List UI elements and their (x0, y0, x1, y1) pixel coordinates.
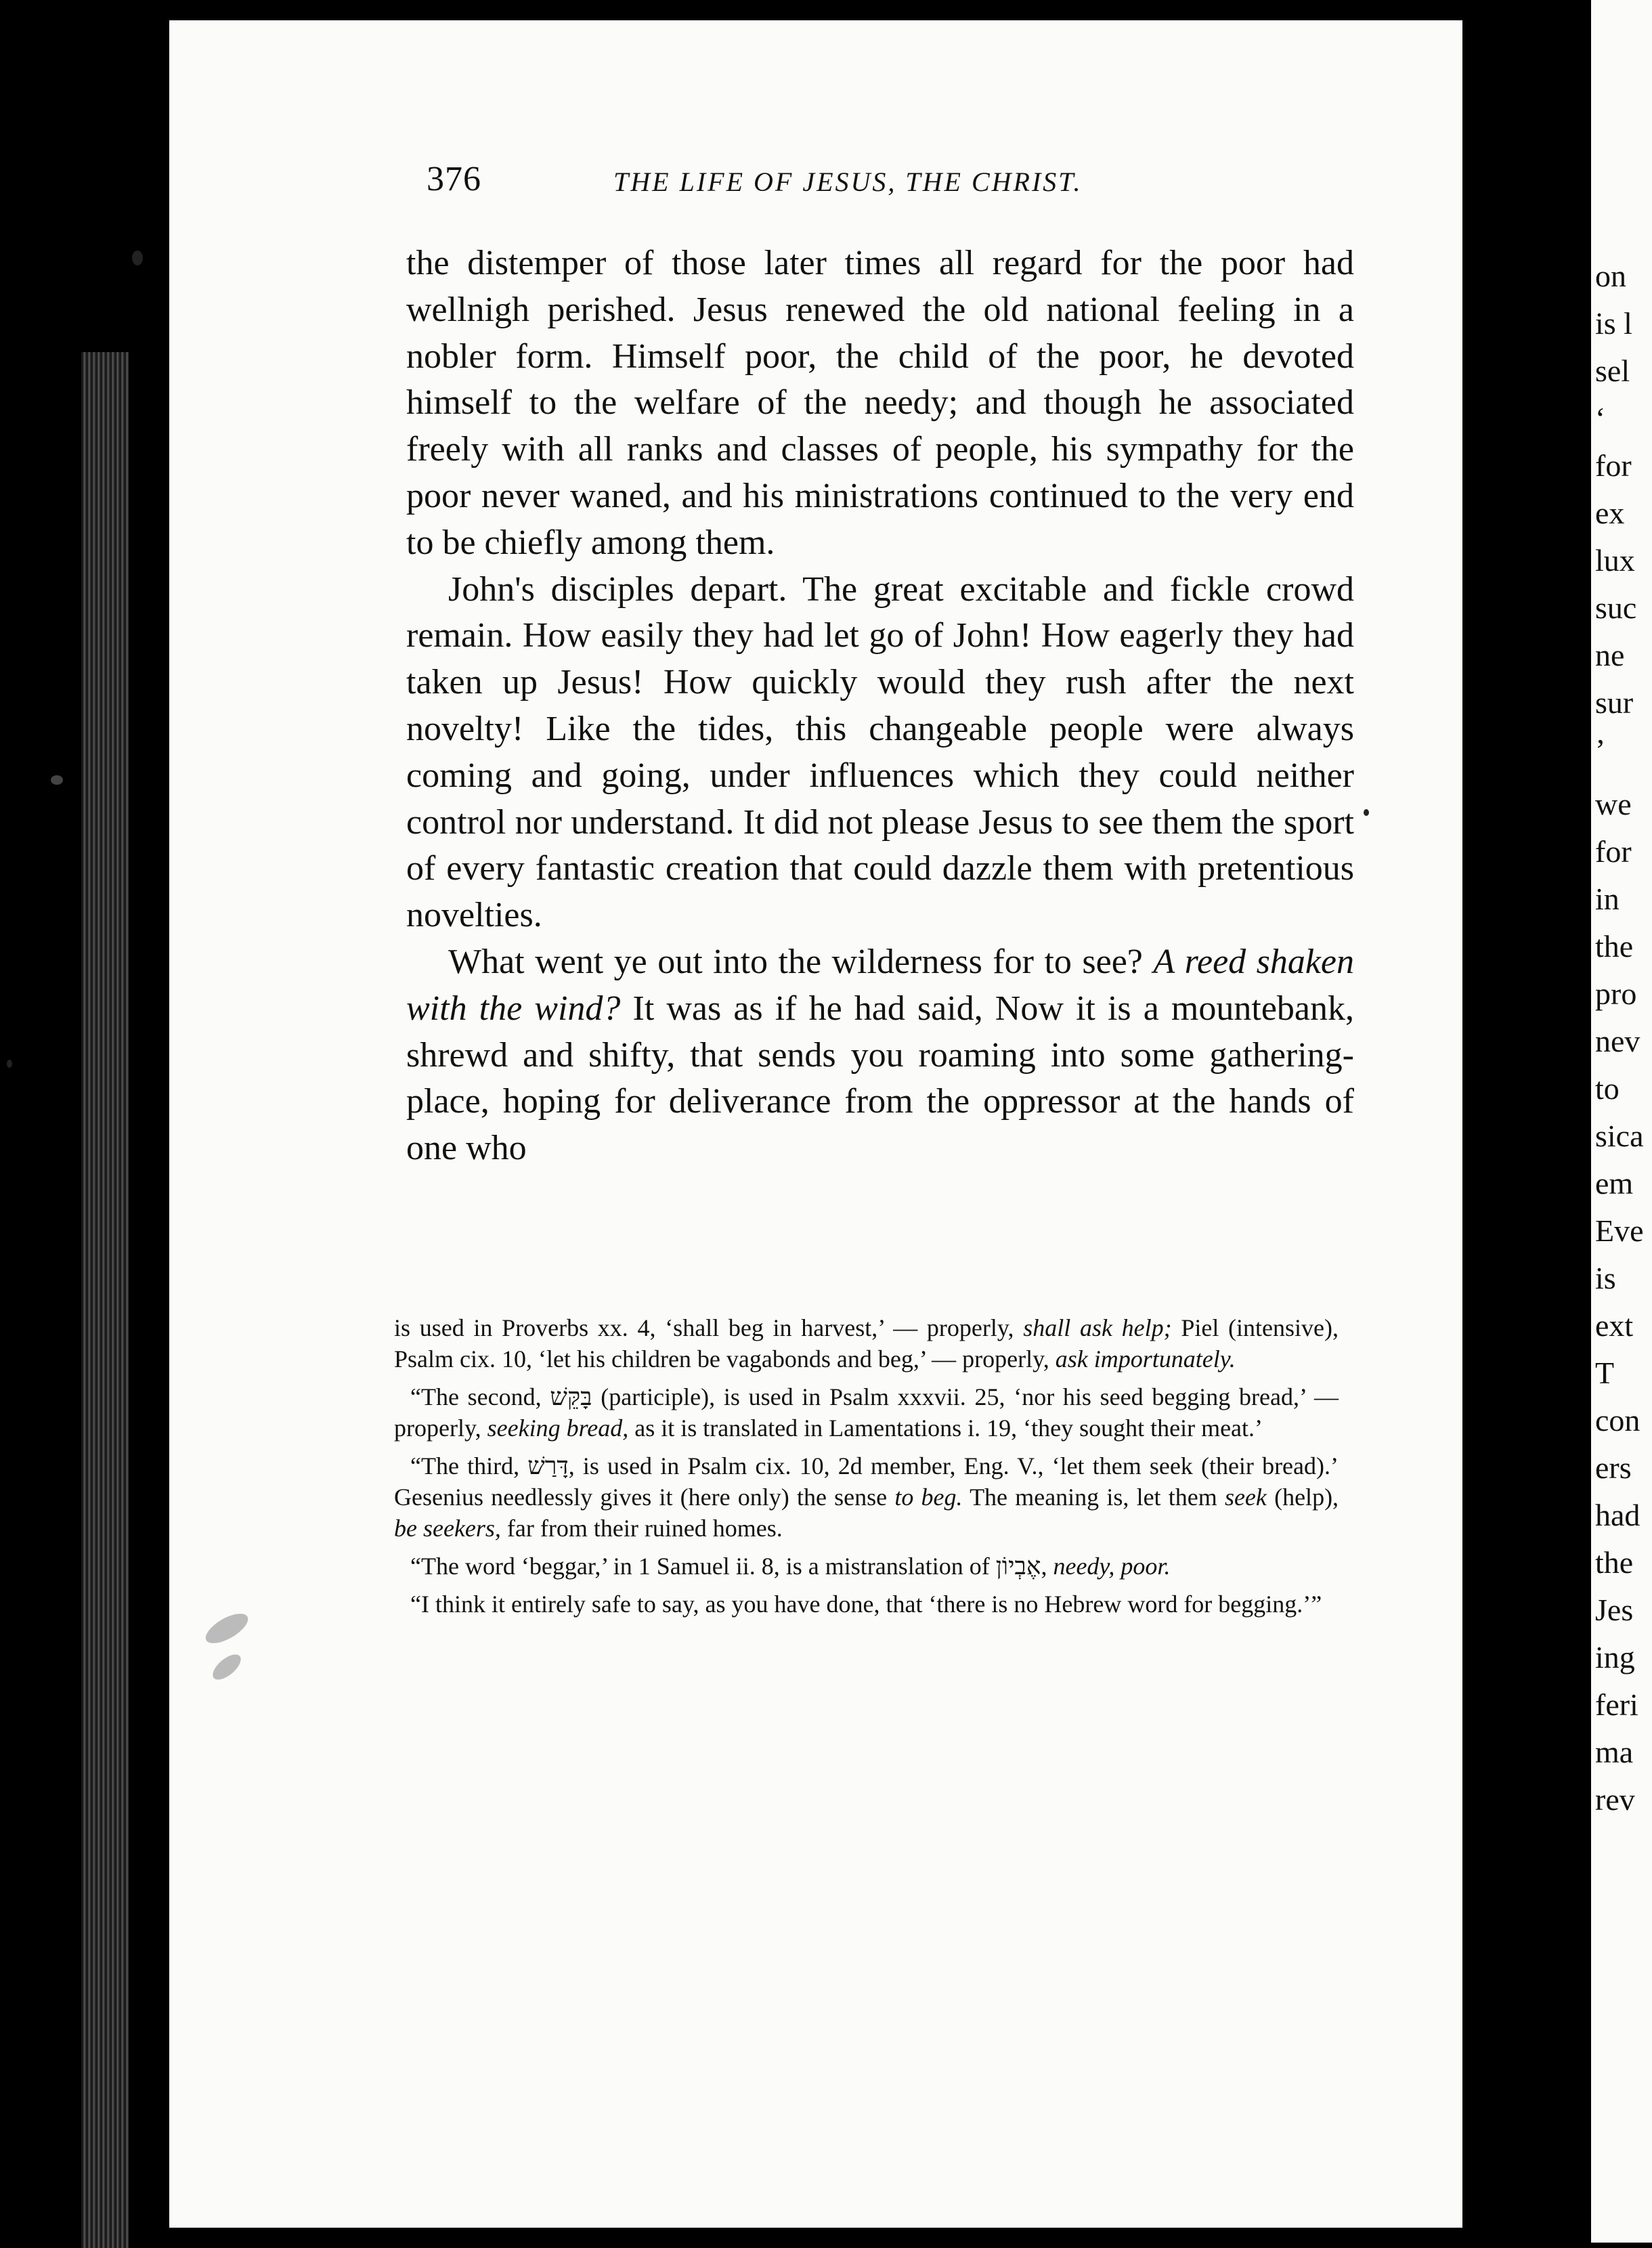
footnote-text: “The third, (410, 1452, 520, 1479)
facing-page-fragment: T (1595, 1356, 1615, 1390)
footnote (394, 1551, 1339, 1582)
facing-page-fragment: had (1595, 1498, 1640, 1532)
margin-speck (51, 775, 63, 785)
scripture-quote: A reed shaken with the wind? (406, 942, 1355, 1028)
margin-speck (7, 1060, 12, 1068)
footnote (394, 1312, 1339, 1375)
paragraph: the distemper of those later times all regard for the poor had wellnigh perished. Jesus renewed the old national feeling in a nobler form. Himself poor, the child of the poor, he devoted himself to the welfare of the needy; and though he associated freely with all ranks and classes of people, his sympathy for the poor never waned, and his ministrations continued to the very end to be chiefly among them. (406, 244, 1354, 562)
facing-page-fragment: rev (1595, 1782, 1635, 1817)
facing-page (1591, 0, 1652, 2243)
main-text (406, 240, 1354, 1172)
footnote-text: , is used in Psalm cix. 10, 2d member, Eng. V., ‘let them seek (their bread).’ Gesenius needlessly gives it (here only) the sense (394, 1452, 1339, 1511)
footnote-text: far from their ruined homes. (506, 1515, 783, 1542)
footnote (394, 1450, 1339, 1544)
running-title: THE LIFE OF JESUS, THE CHRIST. (613, 167, 1083, 197)
footnote-text: The meaning is, let them (970, 1484, 1217, 1511)
facing-page-fragment: sel (1595, 353, 1630, 388)
footnote-italic: seek (1224, 1484, 1267, 1511)
hebrew-word: אֶבְיוֹן (995, 1553, 1041, 1580)
footnote-italic: be seekers, (394, 1515, 501, 1542)
footnote-text: (help), (1274, 1484, 1339, 1511)
facing-page-fragment: ext (1595, 1308, 1634, 1343)
facing-page-fragment: nev (1595, 1024, 1640, 1058)
footnote-italic: shall ask help; (1023, 1314, 1172, 1341)
page-header (427, 159, 1374, 207)
facing-page-fragment: is (1595, 1261, 1616, 1295)
facing-page-fragment: for (1595, 448, 1632, 483)
facing-page-fragment: Eve (1595, 1213, 1644, 1248)
facing-page-fragment: em (1595, 1166, 1634, 1201)
facing-page-fragment: for (1595, 834, 1632, 869)
hebrew-word: דָּרַשׁ (527, 1452, 569, 1479)
footnote-text: (participle), is used in Psalm xxxvii. 25, ‘nor his seed begging bread,’ — properly, (394, 1383, 1339, 1442)
footnote-text: , (1041, 1553, 1047, 1580)
margin-speck (132, 251, 143, 265)
footnote-text: as it is translated in Lamentations i. 19, ‘they sought their meat.’ (634, 1414, 1263, 1442)
footnote-text: is used in Proverbs xx. 4, ‘shall beg in harvest,’ — properly, (394, 1314, 1014, 1341)
footnote-text: Piel (intensive), Psalm cix. 10, ‘let his children be vagabonds and beg,’ — properly, (394, 1314, 1339, 1372)
facing-page-fragment: feri (1595, 1687, 1638, 1722)
footnote-italic: to beg. (894, 1484, 963, 1511)
facing-page-fragment: sica (1595, 1119, 1644, 1153)
facing-page-fragment: con (1595, 1403, 1640, 1438)
footnote-text: “The word ‘beggar,’ in 1 Samuel ii. 8, is a mistranslation of (410, 1553, 990, 1580)
footnote-italic: seeking bread, (487, 1414, 629, 1442)
footnotes (394, 1312, 1339, 1626)
footnote-text: “The second, (410, 1383, 542, 1410)
book-gutter (1462, 0, 1598, 2243)
facing-page-fragment: in (1595, 882, 1620, 916)
paragraph: John's disciples depart. The great excitable and fickle crowd remain. How easily they had let go of John! How eagerly they had taken up Jesus! How quickly would they rush after the next novelty! Like the tides, this changeable people were always coming and going, under influences which they could neither control nor understand. It did not please Jesus to see them the sport of every fantastic creation that could dazzle them with pretentious novelties. (406, 569, 1354, 935)
footnote (394, 1381, 1339, 1444)
page-number: 376 (427, 160, 481, 198)
facing-page-fragment: ers (1595, 1450, 1632, 1485)
facing-page-fragment: the (1595, 1545, 1634, 1580)
facing-page-fragment: suc (1595, 590, 1637, 625)
footnote-italic: needy, poor. (1053, 1553, 1171, 1580)
footnote-italic: ask importunately. (1055, 1345, 1236, 1372)
facing-page-fragment: Jes (1595, 1593, 1634, 1627)
facing-page-fragment: is l (1595, 306, 1632, 341)
book-page-edges (81, 352, 129, 2248)
facing-page-fragment: ma (1595, 1735, 1634, 1769)
facing-page-fragment: ne (1595, 638, 1625, 672)
facing-page-fragment: to (1595, 1071, 1620, 1106)
footnote: “I think it entirely safe to say, as you have done, that ‘there is no Hebrew word for begging.’” (410, 1591, 1322, 1618)
facing-page-fragment: the (1595, 929, 1634, 964)
facing-page-fragment: ’ (1595, 733, 1606, 767)
facing-page-fragment: pro (1595, 976, 1637, 1011)
paragraph-rest: It was as if he had said, Now it is a mountebank, shrewd and shifty, that sends you roaming into some gathering-place, hoping for deliverance from the oppressor at the hands of one who (406, 989, 1354, 1168)
paragraph-lead: What went ye out into the wilderness for to see? (448, 942, 1143, 981)
facing-page-fragment: ‘ (1595, 401, 1606, 435)
facing-page-fragment: ex (1595, 496, 1625, 530)
facing-page-fragment: lux (1595, 543, 1635, 578)
hebrew-word: בָּקֵּשׁ (550, 1383, 592, 1410)
facing-page-fragment: on (1595, 259, 1626, 293)
facing-page-fragment: sur (1595, 685, 1634, 720)
paragraph (406, 939, 1354, 1172)
facing-page-fragment: ing (1595, 1640, 1635, 1674)
facing-page-fragment: we (1595, 787, 1632, 821)
margin-speck (1364, 809, 1369, 816)
